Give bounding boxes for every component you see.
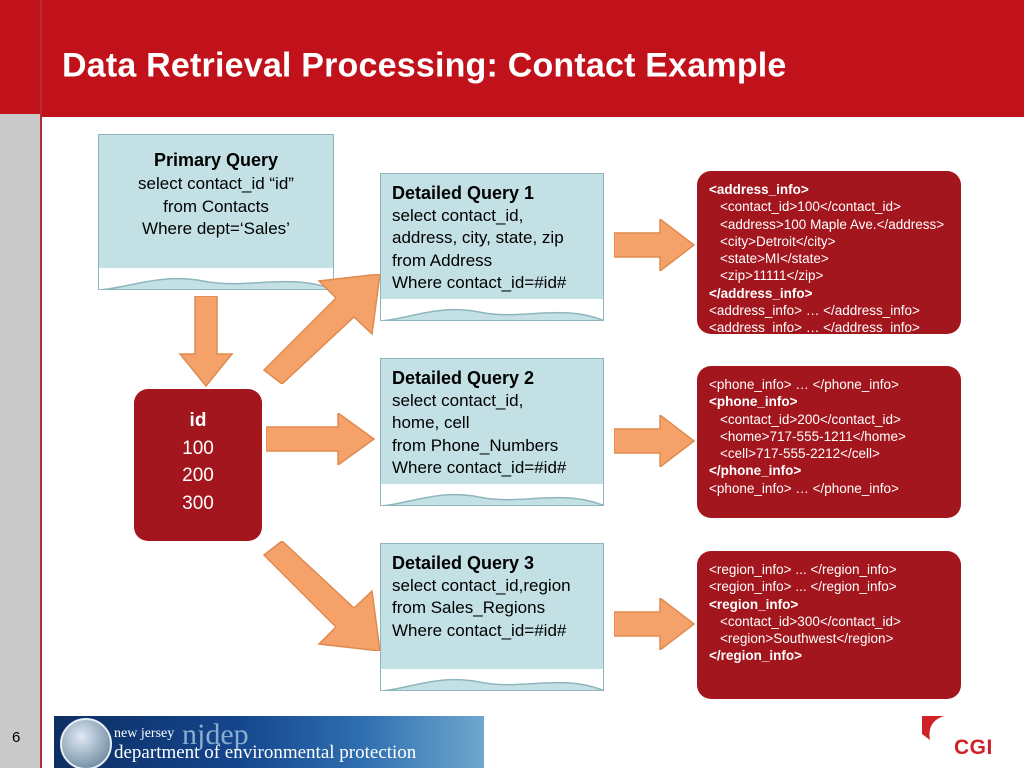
detailed-query-2-line1: select contact_id,: [392, 391, 524, 411]
detailed-query-2-box: [380, 358, 604, 506]
detailed-query-3-heading: Detailed Query 3: [392, 553, 535, 573]
address-line-9: <address_info> … </address_info>: [709, 320, 920, 336]
detailed-query-1-wave: [381, 299, 603, 321]
njdep-logo: [54, 716, 484, 768]
njdep-watermark-text: njdep: [182, 718, 249, 751]
cgi-logo: [918, 714, 1010, 760]
phone-line-5: <cell>717-555-2212</cell>: [720, 446, 880, 462]
id-value-3: 300: [182, 492, 214, 514]
arrow-query2-to-phone: [614, 415, 696, 467]
detailed-query-2-wave: [381, 484, 603, 506]
id-value-1: 100: [182, 437, 214, 459]
phone-line-1: <phone_info> … </phone_info>: [709, 377, 899, 392]
vertical-divider: [40, 0, 42, 768]
id-result-box: [134, 389, 262, 541]
address-line-6: <zip>11111</zip>: [720, 268, 824, 284]
cgi-mark-icon: [920, 714, 950, 742]
detailed-query-3-line1: select contact_id,region: [392, 576, 571, 596]
arrow-primary-to-id: [178, 296, 234, 388]
region-line-5: <region>Southwest</region>: [720, 631, 894, 647]
region-line-3: <region_info>: [709, 596, 799, 612]
id-heading: id: [189, 410, 207, 431]
slide-number: 6: [12, 729, 21, 746]
region-info-lines: [709, 561, 951, 665]
detailed-query-3-line3: Where contact_id=#id#: [392, 620, 567, 640]
region-line-1: <region_info> ... </region_info>: [709, 562, 897, 577]
address-line-4: <city>Detroit</city>: [720, 233, 836, 249]
address-line-3: <address>100 Maple Ave.</address>: [720, 216, 945, 232]
detailed-query-1-heading: Detailed Query 1: [392, 183, 535, 203]
detailed-query-3-wave: [381, 669, 603, 691]
arrow-id-to-query3: [252, 541, 386, 651]
primary-query-heading: Primary Query: [153, 150, 279, 170]
arrow-query3-to-region: [614, 598, 696, 650]
phone-line-6: </phone_info>: [709, 463, 802, 479]
primary-query-text: [99, 149, 333, 241]
title-underline: [42, 114, 1024, 117]
address-info-result-box: [697, 171, 961, 334]
detailed-query-1-line3: from Address: [392, 250, 493, 270]
region-line-2: <region_info> ... </region_info>: [709, 579, 897, 595]
address-line-7: </address_info>: [709, 285, 813, 301]
detailed-query-1-box: [380, 173, 604, 321]
address-line-2: <contact_id>100</contact_id>: [720, 199, 901, 215]
address-line-1: <address_info>: [709, 182, 809, 197]
arrow-query1-to-address: [614, 219, 696, 271]
primary-query-line3: Where dept=‘Sales’: [142, 219, 290, 239]
detailed-query-2-line3: from Phone_Numbers: [392, 435, 559, 455]
primary-query-line2: from Contacts: [163, 196, 269, 216]
primary-query-line1: select contact_id “id”: [138, 173, 294, 193]
address-line-8: <address_info> … </address_info>: [709, 302, 920, 318]
nj-state-text: new jersey: [114, 726, 175, 741]
page-title: Data Retrieval Processing: Contact Example: [62, 46, 787, 85]
detailed-query-2-line4: Where contact_id=#id#: [392, 457, 567, 477]
detailed-query-3-box: [380, 543, 604, 691]
region-info-result-box: [697, 551, 961, 699]
region-line-6: </region_info>: [709, 648, 803, 664]
region-line-4: <contact_id>300</contact_id>: [720, 613, 901, 629]
njdep-department-text: department of environmental protection: [114, 742, 417, 763]
detailed-query-1-line2: address, city, state, zip: [392, 228, 564, 248]
phone-info-lines: [709, 376, 951, 497]
phone-line-4: <home>717-555-1211</home>: [720, 428, 906, 444]
address-info-lines: [709, 181, 951, 336]
id-value-2: 200: [182, 465, 214, 487]
phone-line-3: <contact_id>200</contact_id>: [720, 411, 901, 427]
arrow-id-to-query1: [252, 274, 386, 384]
phone-line-7: <phone_info> … </phone_info>: [709, 480, 899, 496]
detailed-query-1-text: [392, 182, 604, 294]
detailed-query-1-line4: Where contact_id=#id#: [392, 272, 567, 292]
left-gray-rail: [0, 0, 40, 768]
phone-info-result-box: [697, 366, 961, 518]
detailed-query-1-line1: select contact_id,: [392, 206, 524, 226]
primary-query-box: [98, 134, 334, 290]
cgi-wordmark: CGI: [954, 736, 993, 759]
detailed-query-3-line2: from Sales_Regions: [392, 598, 546, 618]
nj-seal-icon: [60, 718, 112, 768]
arrow-id-to-query2: [266, 413, 376, 465]
id-result-text: [134, 407, 262, 517]
detailed-query-2-text: [392, 367, 604, 479]
detailed-query-3-text: [392, 552, 604, 642]
phone-line-2: <phone_info>: [709, 394, 798, 410]
left-rail-red-accent: [0, 0, 28, 114]
detailed-query-2-heading: Detailed Query 2: [392, 368, 535, 388]
detailed-query-2-line2: home, cell: [392, 413, 470, 433]
address-line-5: <state>MI</state>: [720, 251, 829, 267]
